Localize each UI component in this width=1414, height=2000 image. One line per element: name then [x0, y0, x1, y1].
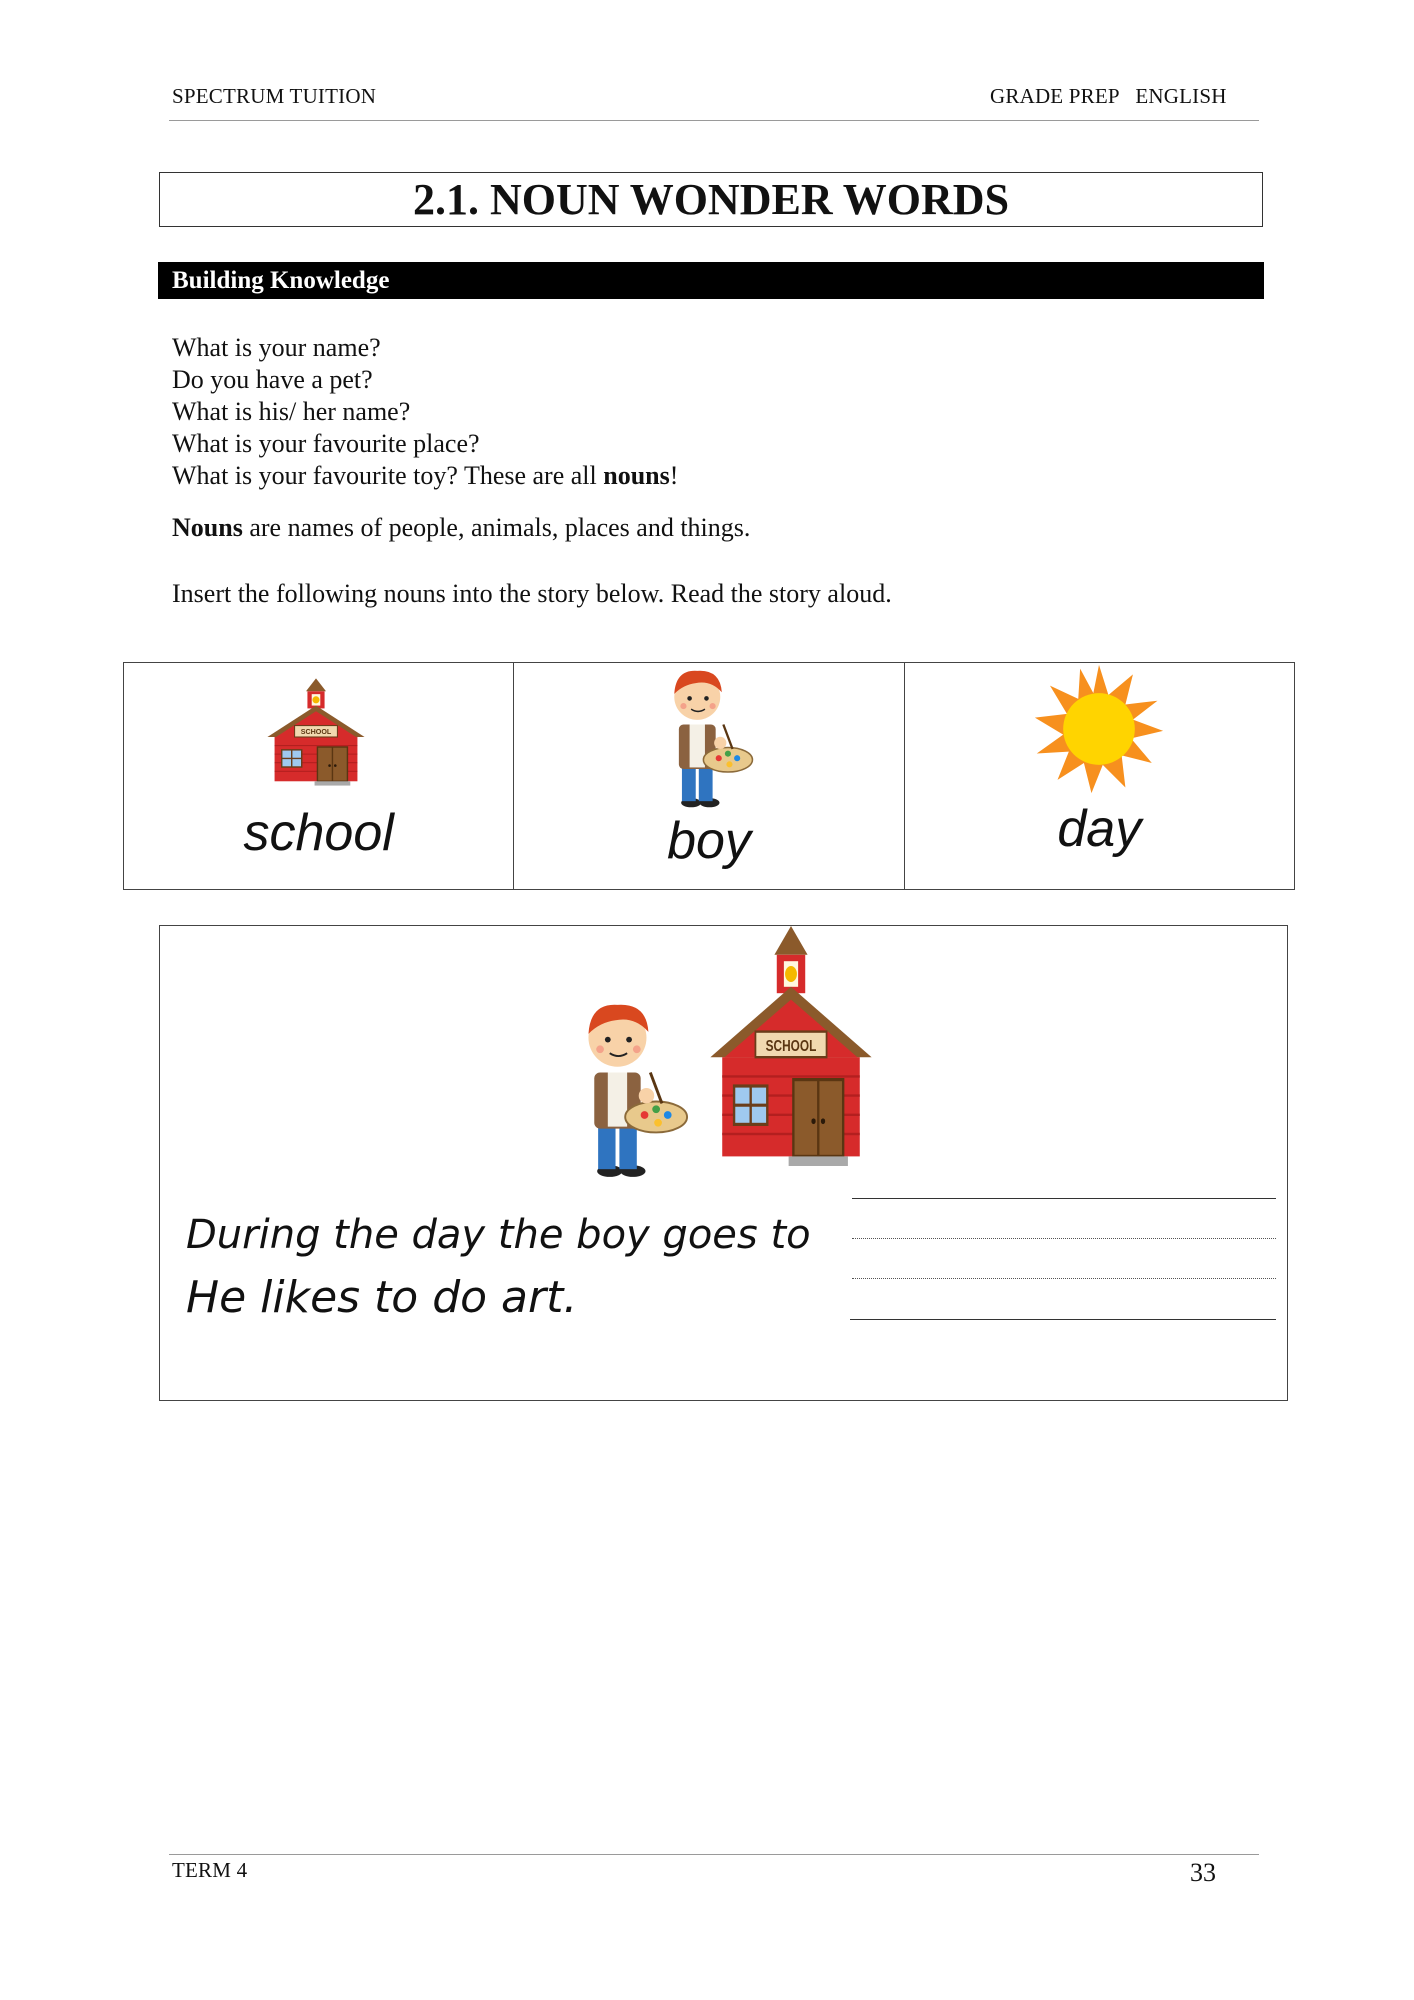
question-line: What is your favourite place? — [172, 429, 480, 458]
story-line-1: During the day the boy goes to — [186, 1212, 811, 1258]
writing-line[interactable] — [850, 1319, 1276, 1320]
story-box — [159, 925, 1288, 1401]
question-list — [172, 332, 678, 492]
page-number: 33 — [1190, 1858, 1216, 1887]
definition-keyword: Nouns — [172, 513, 243, 542]
noun-card-school — [124, 663, 514, 889]
writing-line[interactable] — [852, 1278, 1276, 1279]
header-rule — [169, 120, 1259, 121]
story-school-icon — [708, 926, 874, 1166]
story-line-2: He likes to do art. — [186, 1272, 578, 1323]
title-box — [159, 172, 1263, 227]
footer-left: TERM 4 — [172, 1858, 248, 1882]
writing-line[interactable] — [852, 1198, 1276, 1199]
question-line: What is his/ her name? — [172, 397, 411, 426]
instruction: Insert the following nouns into the story below. Read the story aloud. — [172, 579, 892, 608]
header-left: SPECTRUM TUITION — [172, 84, 377, 108]
school-sign-small — [266, 663, 366, 801]
story-boy-icon — [573, 995, 689, 1179]
question-line: Do you have a pet? — [172, 365, 373, 394]
definition-text: are names of people, animals, places and things. — [242, 513, 751, 542]
noun-card-boy — [514, 663, 904, 889]
definition — [172, 512, 750, 544]
exclamation: ! — [669, 461, 679, 490]
noun-word-school: school — [243, 804, 394, 862]
noun-word-boy: boy — [667, 812, 751, 870]
footer-rule — [169, 1854, 1259, 1855]
story-school-sign: SCHOOL — [765, 1036, 817, 1055]
boy-icon — [662, 663, 754, 809]
writing-line[interactable] — [852, 1238, 1276, 1239]
noun-cards-table — [123, 662, 1295, 890]
header-right: GRADE PREP ENGLISH — [990, 84, 1227, 108]
section-heading — [158, 262, 1264, 299]
sun-icon — [1033, 663, 1165, 795]
page-title: 2.1. NOUN WONDER WORDS — [412, 175, 1010, 224]
school-sign-text: SCHOOL — [300, 728, 332, 737]
question-line: What is your name? — [172, 333, 381, 362]
question-text: What is your favourite toy? These are all — [172, 461, 604, 490]
section-heading-text: Building Knowledge — [172, 266, 390, 294]
nouns-keyword: nouns — [603, 461, 670, 490]
noun-word-day: day — [1057, 800, 1142, 858]
question-line-last — [172, 460, 678, 492]
noun-card-day — [905, 663, 1294, 889]
